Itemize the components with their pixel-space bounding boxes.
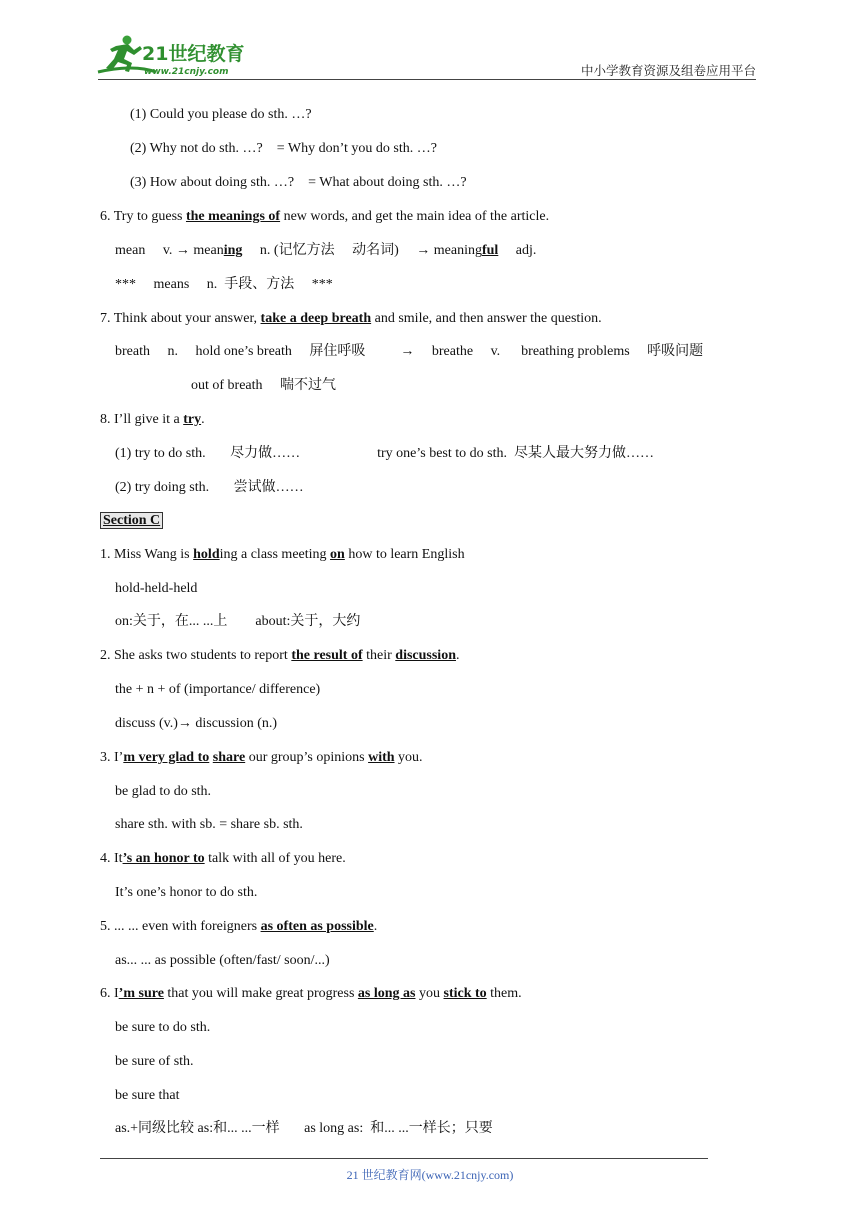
text-run: share sth. with sb. = share sb. sth.	[115, 817, 303, 832]
text-run: breath n. hold one’s breath 屏住呼吸 → breathe v. breathing problems 呼吸问题	[115, 344, 704, 359]
text-line	[130, 173, 467, 193]
text-run: .	[455, 648, 460, 663]
text-line	[115, 478, 304, 498]
site-logo	[94, 32, 264, 80]
key-phrase: m very glad to	[123, 750, 210, 765]
section-heading: Section C	[100, 512, 163, 529]
text-run: you.	[394, 750, 423, 765]
key-phrase: hold	[193, 547, 220, 562]
text-line	[115, 782, 211, 802]
text-line	[115, 579, 197, 599]
text-run: be glad to do sth.	[115, 784, 212, 799]
key-phrase: with	[368, 750, 395, 765]
text-run: be sure to do sth.	[115, 1020, 211, 1035]
text-run: 8. I’ll give it a	[100, 412, 184, 427]
text-run: (2) try doing sth. 尝试做……	[115, 480, 304, 495]
text-line	[100, 849, 346, 869]
key-phrase: the meanings of	[185, 209, 281, 224]
text-run: on:关于，在... ...上 about:关于，大约	[115, 614, 361, 629]
text-line	[115, 275, 333, 295]
text-line	[115, 714, 277, 734]
text-line	[100, 309, 602, 329]
text-line	[115, 1018, 210, 1038]
text-run: It’s one’s honor to do sth.	[115, 885, 258, 900]
text-run: 5. ... ... even with foreigners	[100, 919, 261, 934]
text-run: n. (记忆方法 动名词) → meaning	[242, 243, 482, 258]
text-run: 3. I’	[100, 750, 124, 765]
text-run: 4. It	[100, 851, 123, 866]
text-run: that you will make great progress	[163, 986, 358, 1001]
text-line	[100, 511, 163, 531]
text-run: *** means n. 手段、方法 ***	[115, 277, 333, 292]
text-run: new words, and get the main idea of the article.	[280, 209, 550, 224]
text-run: 2. She asks two students to report	[100, 648, 292, 663]
text-run: 6. Try to guess	[100, 209, 186, 224]
platform-tagline: 中小学教育资源及组卷应用平台	[580, 63, 756, 78]
key-phrase: ’m sure	[118, 986, 164, 1001]
text-run: (1) try to do sth. 尽力做…… try one’s best to do sth. 尽某人最大努力做……	[115, 446, 654, 461]
text-line	[115, 612, 360, 632]
text-run: discuss (v.)→ discussion (n.)	[115, 716, 278, 731]
key-phrase: try	[183, 412, 202, 427]
text-line	[100, 984, 522, 1004]
text-line	[115, 680, 320, 700]
key-phrase: discussion	[395, 648, 456, 663]
key-phrase: take a deep breath	[260, 311, 372, 326]
text-line	[115, 951, 330, 971]
text-line	[130, 139, 437, 159]
text-line	[100, 646, 459, 666]
text-run: adj.	[498, 243, 537, 258]
text-run: and smile, and then answer the question.	[371, 311, 602, 326]
text-run: hold-held-held	[115, 581, 198, 596]
text-line	[191, 376, 336, 396]
text-line	[115, 342, 703, 362]
text-run: you	[415, 986, 444, 1001]
text-run: (1) Could you please do sth. …?	[130, 107, 312, 122]
svg-text:www.21cnjy.com: www.21cnjy.com	[144, 67, 229, 77]
text-line	[115, 1086, 180, 1106]
key-phrase: share	[212, 750, 246, 765]
text-run: be sure of sth.	[115, 1054, 194, 1069]
svg-text:21世纪教育: 21世纪教育	[142, 43, 245, 65]
key-phrase: as often as possible	[260, 919, 374, 934]
text-line	[100, 917, 377, 937]
text-run: talk with all of you here.	[204, 851, 346, 866]
key-phrase: ing	[223, 243, 243, 258]
footer-divider	[100, 1158, 708, 1159]
text-run: .	[201, 412, 205, 427]
text-line	[115, 1119, 493, 1139]
key-phrase: ful	[481, 243, 499, 258]
key-phrase: as long as	[357, 986, 416, 1001]
text-run: 7. Think about your answer,	[100, 311, 261, 326]
text-line	[115, 241, 536, 261]
key-phrase: stick to	[443, 986, 487, 1001]
text-run: out of breath 喘不过气	[191, 378, 337, 393]
text-line	[100, 545, 465, 565]
text-line	[115, 1052, 194, 1072]
footer-source: 21 世纪教育网(www.21cnjy.com)	[346, 1168, 514, 1182]
text-run: as.+同级比较 as:和... ...一样 as long as: 和... ...一样长；只要	[115, 1121, 493, 1136]
text-line	[115, 815, 303, 835]
text-line	[100, 410, 205, 430]
text-run: as... ... as possible (often/fast/ soon/...)	[115, 953, 330, 968]
text-run: 6. I	[100, 986, 119, 1001]
text-run: 1. Miss Wang is	[100, 547, 194, 562]
text-line	[115, 444, 654, 464]
text-run: the + n + of (importance/ difference)	[115, 682, 321, 697]
text-run: ing a class meeting	[219, 547, 331, 562]
text-run: our group’s opinions	[245, 750, 369, 765]
text-line	[100, 207, 549, 227]
text-line	[100, 748, 423, 768]
text-line	[115, 883, 257, 903]
text-run: be sure that	[115, 1088, 180, 1103]
text-run: (3) How about doing sth. …? = What about doing sth. …?	[130, 175, 467, 190]
key-phrase: on	[330, 547, 345, 562]
text-run: them.	[486, 986, 522, 1001]
text-line	[130, 105, 312, 125]
text-run: (2) Why not do sth. …? = Why don’t you do sth. …?	[130, 141, 437, 156]
text-run: how to learn English	[344, 547, 465, 562]
text-run: mean v. → mean	[115, 243, 224, 258]
key-phrase: ’s an honor to	[122, 851, 205, 866]
header-divider	[98, 79, 756, 80]
text-run: .	[373, 919, 378, 934]
text-run: their	[362, 648, 396, 663]
key-phrase: the result of	[291, 648, 363, 663]
